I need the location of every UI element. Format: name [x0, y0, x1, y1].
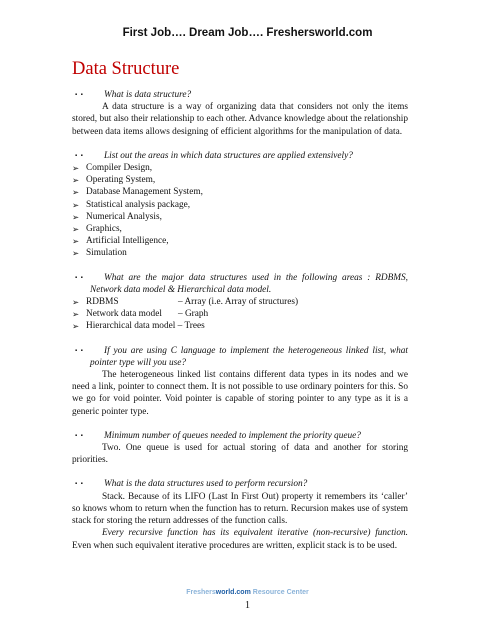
- data-structure-usage-list: [72, 296, 408, 333]
- page-number: 1: [245, 600, 250, 611]
- application-areas-list: [72, 162, 408, 260]
- bullet-icon: ▪ ▪: [75, 432, 84, 439]
- arrow-bullet-icon: ➢: [72, 211, 80, 222]
- list-item: ➢ Compiler Design,: [72, 163, 153, 174]
- list-item: ➢ Operating System,: [72, 175, 156, 186]
- question-2: [72, 150, 408, 162]
- list-item: ➢ Database Management System,: [72, 187, 203, 198]
- arrow-bullet-icon: ➢: [72, 248, 80, 259]
- question-5: [72, 430, 408, 442]
- arrow-bullet-icon: ➢: [72, 199, 80, 210]
- list-item: ➢ RDBMS – Array (i.e. Array of structures): [72, 297, 299, 308]
- page-footer: Freshersworld.com Resource Center: [186, 589, 309, 596]
- question-6: [72, 478, 408, 490]
- document-body: [72, 89, 408, 552]
- question-3: [72, 272, 408, 296]
- question-1-text: What is data structure?: [104, 90, 192, 100]
- answer-1: A data structure is a way of organizing data that considers not only the items stored, but also their relationship to each other. Advance knowledge about the relationship between data items allows designing of efficient algorithms for the manipulation of data.: [72, 102, 408, 137]
- arrow-bullet-icon: ➢: [72, 321, 80, 332]
- answer-6-part-1: Stack. Because of its LIFO (Last In First Out) property it remembers its ‘caller’ so knows whom to return when the function has to return. Recursion makes use of system stack for storing the return addresses of the function calls.: [72, 491, 408, 527]
- arrow-bullet-icon: ➢: [72, 309, 80, 320]
- bullet-icon: ▪ ▪: [75, 152, 84, 159]
- arrow-bullet-icon: ➢: [72, 187, 80, 198]
- document-title: Data Structure: [72, 59, 180, 79]
- bullet-icon: ▪ ▪: [75, 274, 84, 281]
- bullet-icon: ▪ ▪: [75, 481, 84, 488]
- arrow-bullet-icon: ➢: [72, 224, 80, 235]
- page-header: First Job…. Dream Job…. Freshersworld.com: [122, 27, 373, 39]
- arrow-bullet-icon: ➢: [72, 175, 80, 186]
- list-item: ➢ Numerical Analysis,: [72, 211, 162, 222]
- answer-4: The heterogeneous linked list contains different data types in its nodes and we need a link, pointer to connect them. It is not possible to use ordinary pointers for this. So we go for void pointer. Void pointer is capable of storing pointer to any type as it is a generic pointer type.: [72, 370, 408, 417]
- question-1: [72, 89, 408, 101]
- answer-6-part-2: Every recursive function has its equivalent iterative (non-recursive) function. Even when such equivalent iterative procedures are written, explicit stack is to be used.: [72, 528, 408, 551]
- list-item: ➢ Network data model – Graph: [72, 309, 209, 320]
- answer-5: Two. One queue is used for actual storing of data and another for storing priorities.: [72, 443, 408, 466]
- question-5-text: Minimum number of queues needed to implement the priority queue?: [104, 430, 361, 441]
- question-4-text: If you are using C language to implement the heterogeneous linked list, what pointer type will you use?: [90, 345, 408, 368]
- list-item: ➢ Artificial Intelligence,: [72, 236, 169, 247]
- list-item: ➢ Statistical analysis package,: [72, 199, 191, 210]
- bullet-icon: ▪ ▪: [75, 347, 84, 354]
- question-2-text: List out the areas in which data structures are applied extensively?: [104, 150, 353, 161]
- arrow-bullet-icon: ➢: [72, 236, 80, 247]
- question-3-text: What are the major data structures used in the following areas : RDBMS, Network data model & Hierarchical data model.: [90, 272, 408, 295]
- list-item: ➢ Graphics,: [72, 224, 122, 235]
- arrow-bullet-icon: ➢: [72, 297, 80, 308]
- list-item: ➢ Hierarchical data model – Trees: [72, 321, 205, 332]
- arrow-bullet-icon: ➢: [72, 163, 80, 174]
- bullet-icon: ▪ ▪: [75, 92, 84, 98]
- question-4: [72, 345, 408, 369]
- question-6-text: What is the data structures used to perform recursion?: [104, 479, 308, 490]
- list-item: ➢ Simulation: [72, 248, 127, 259]
